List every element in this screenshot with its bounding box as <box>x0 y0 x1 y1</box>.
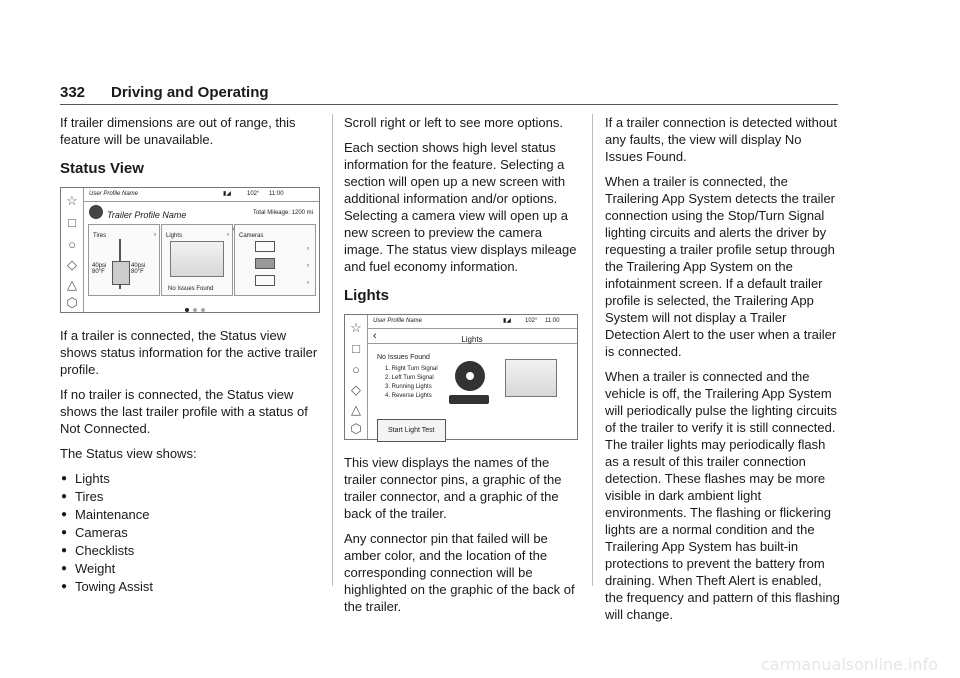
camera-view-3-icon[interactable] <box>255 275 275 286</box>
total-mileage: Total Mileage: 1200 mi <box>252 210 313 216</box>
square-icon: □ <box>352 341 360 356</box>
hexagon-icon: ⬡ <box>350 421 362 436</box>
trailer-graphic <box>170 241 224 277</box>
paragraph: If a trailer connection is detected without any faults, the view will display No Issues Found. <box>605 115 837 164</box>
star-icon: ☆ <box>350 320 362 335</box>
temperature: 102° <box>247 191 260 197</box>
paragraph: If no trailer is connected, the Status view shows the last trailer profile with a status of Not Connected. <box>60 387 308 436</box>
camera-view-2-icon[interactable] <box>255 258 275 269</box>
list-item: ● Towing Assist <box>60 578 322 595</box>
fig-topbar <box>83 188 319 202</box>
camera-view-1-icon[interactable] <box>255 241 275 252</box>
hexagon-icon: ⬡ <box>66 295 78 310</box>
user-profile-name: User Profile Name <box>373 318 423 324</box>
diamond-icon: ◇ <box>67 257 77 272</box>
chevron-right-icon: › <box>307 263 309 269</box>
lights-label: Lights <box>166 233 183 239</box>
pin-list <box>385 365 438 401</box>
lights-titlebar <box>367 329 577 344</box>
status-view-figure <box>60 187 320 313</box>
signal-icon: ▮◢ <box>503 318 511 324</box>
tire-block <box>112 261 130 285</box>
trailer-profile-title: Trailer Profile Name <box>107 210 187 220</box>
page-number: 332 <box>60 84 86 101</box>
fig-sidebar <box>61 188 84 312</box>
list-item: ● Lights <box>60 470 322 487</box>
intro-paragraph: If trailer dimensions are out of range, this feature will be unavailable. <box>60 115 296 147</box>
paragraph: The Status view shows: <box>60 446 197 461</box>
watermark: carmanualsonline.info <box>760 655 938 674</box>
trailer-profile-icon <box>89 205 103 219</box>
triangle-icon: △ <box>67 277 77 292</box>
lights-status: No Issues Found <box>168 286 214 292</box>
tire-pressure-left: 40psi 80°F <box>92 263 107 275</box>
column-2 <box>344 114 580 623</box>
clock: 11:00 <box>269 191 284 197</box>
column-divider <box>332 114 333 586</box>
header-rule <box>60 104 838 105</box>
paragraph: Each section shows high level status information for the feature. Selecting a section will open up a new screen with additional information and/or options. Selecting a camera view will open up a new screen to preview the camera image. The status view displays mileage and fuel economy information. <box>344 140 577 274</box>
user-profile-name: User Profile Name <box>89 191 139 197</box>
back-chevron-icon[interactable]: ‹ <box>373 330 377 342</box>
chevron-right-icon: › <box>154 232 156 238</box>
column-divider <box>592 114 593 586</box>
start-light-test-button[interactable]: Start Light Test <box>377 419 446 442</box>
list-item: ● Checklists <box>60 542 322 559</box>
fig-topbar <box>367 315 577 329</box>
column-1 <box>60 114 322 596</box>
square-icon: □ <box>68 215 76 230</box>
chevron-right-icon: › <box>307 246 309 252</box>
paragraph: When a trailer is connected and the vehicle is off, the Trailering App System will periodically pulse the lighting circuits of the trailer to verify it is still connected. The trailer lights may periodically flash as a result of this trailer connection detection. These flashes may be more visible in dark ambient light environments. The flashing or flickering lights are a normal condition and the Trailering App System has built-in protections to prevent the battery from draining. When Theft Alert is enabled, the frequency and pattern of this flashing will change. <box>605 369 840 622</box>
tire-pressure-right: 40psi 80°F <box>131 263 146 275</box>
list-item: ● Maintenance <box>60 506 322 523</box>
status-items-list <box>60 470 322 595</box>
lights-figure <box>344 314 578 440</box>
pin-item: 2. Left Turn Signal <box>385 375 434 381</box>
list-item: ● Tires <box>60 488 322 505</box>
fig-sidebar <box>345 315 368 439</box>
chevron-right-icon: › <box>307 280 309 286</box>
star-icon: ☆ <box>66 193 78 208</box>
lights-status: No Issues Found <box>377 354 430 361</box>
status-view-heading: Status View <box>60 160 144 177</box>
diamond-icon: ◇ <box>351 382 361 397</box>
circle-icon: ○ <box>68 237 76 252</box>
temperature: 102° <box>525 318 538 324</box>
pin-item: 1. Right Turn Signal <box>385 366 438 372</box>
pin-item: 4. Reverse Lights <box>385 393 432 399</box>
paragraph: Any connector pin that failed will be amber color, and the location of the corresponding connection will be highlighted on the graphic of the back of the trailer. <box>344 531 575 614</box>
tires-label: Tires <box>93 233 107 239</box>
pin-item: 3. Running Lights <box>385 384 432 390</box>
list-item: ● Weight <box>60 560 322 577</box>
cameras-label: Cameras <box>239 233 264 239</box>
lights-title: Lights <box>461 335 483 344</box>
paragraph: If a trailer is connected, the Status view shows status information for the active trailer profile. <box>60 328 318 377</box>
page-header <box>60 84 840 104</box>
lights-heading: Lights <box>344 287 389 304</box>
connector-graphic <box>455 361 485 391</box>
chevron-right-icon: › <box>227 232 229 238</box>
circle-icon: ○ <box>352 362 360 377</box>
paragraph: This view displays the names of the trailer connector pins, a graphic of the trailer connector, and a graphic of the back of the trailer. <box>344 455 562 521</box>
connector-pins-graphic <box>449 395 489 404</box>
column-3 <box>605 114 840 631</box>
list-item: ● Cameras <box>60 524 322 541</box>
clock: 11:00 <box>545 318 560 324</box>
trailer-back-graphic <box>505 359 557 397</box>
tires-card[interactable] <box>88 224 160 296</box>
paragraph: Scroll right or left to see more options. <box>344 115 563 130</box>
cameras-card[interactable] <box>234 224 316 296</box>
triangle-icon: △ <box>351 402 361 417</box>
section-title: Driving and Operating <box>111 84 269 101</box>
paragraph: When a trailer is connected, the Trailering App System detects the trailer connection using the Stop/Turn Signal lighting circuits and alerts the driver by requesting a trailer profile setup through the Trailering App System on the infotainment screen. If a default trailer profile is selected, the Trailering App System will not display a Trailer Detection Alert to the user when a trailer is connected. <box>605 174 837 359</box>
lights-card[interactable] <box>161 224 233 296</box>
page-dots[interactable] <box>183 299 207 316</box>
signal-icon: ▮◢ <box>223 191 231 197</box>
